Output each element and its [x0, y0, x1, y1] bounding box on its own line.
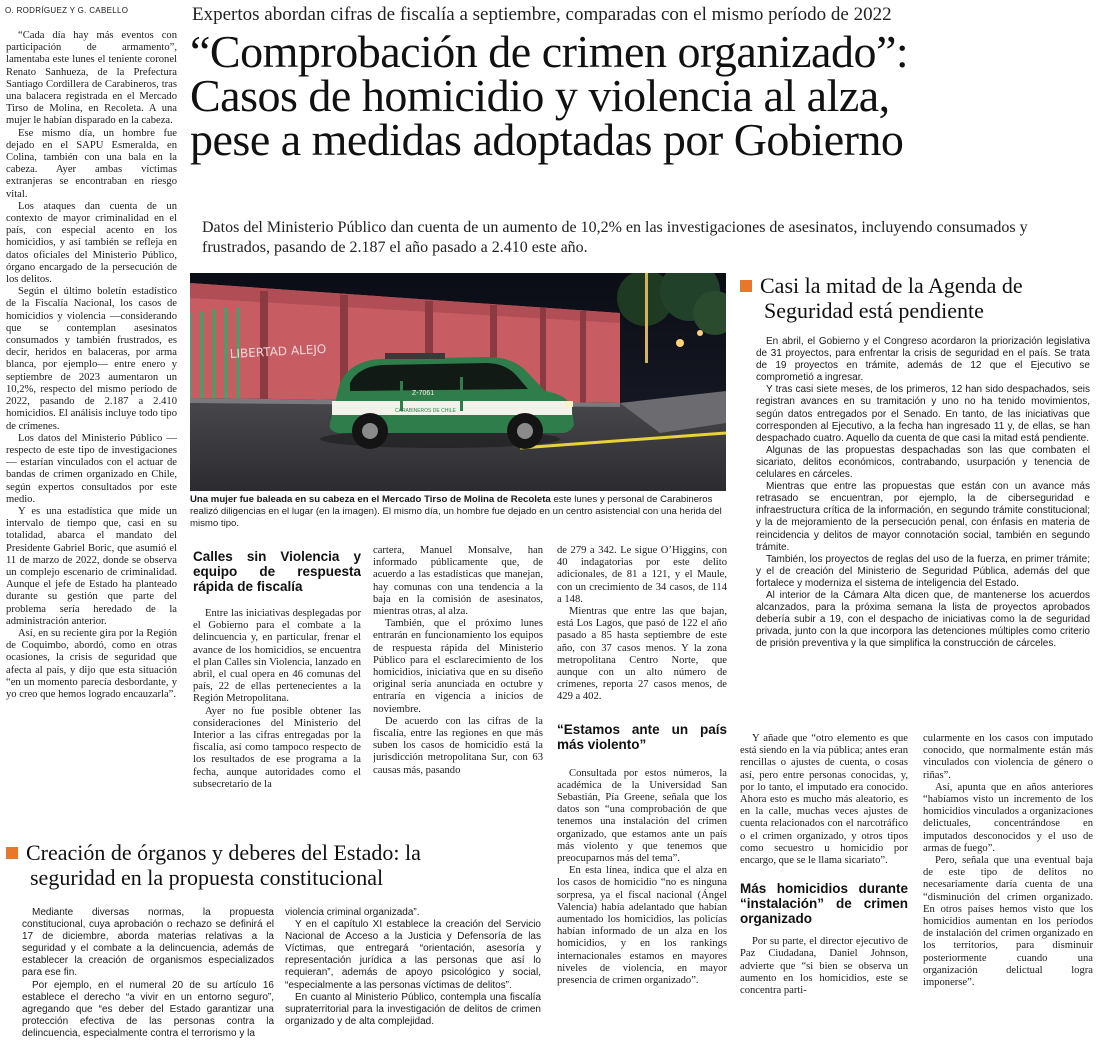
column-6 — [923, 733, 1093, 1041]
left-paragraph: “Cada día hay más eventos con participación de armamento”, lamentaba este lunes el teniente coronel Renato Sanhueza, de la Prefectura Santiago Cordillera de Carabineros, tras una balacera registrada en el Mercado Tirso de Molina, en Recoleta. A una mujer le habían disparado en la cabeza. — [6, 30, 177, 127]
agenda-paragraph: Al interior de la Cámara Alta dicen que, de mantenerse los acuerdos alcanzados, para la próxima semana la lista de proyectos aprobados debería subir a 19, con el despacho de iniciativas como la de seguridad privada, junto con la que incorpora las detenciones múltiples como criterio de prisión preventiva y la que simplifica la construcción de cárceles. — [756, 589, 1090, 650]
col3-paragraph: También, que el próximo lunes entrarán en funcionamiento los equipos de respuesta rápida del Ministerio Público para el esclarecimiento de los homicidios, iniciativa que en su diseño original sería anunciada en octubre y entraría en vigencia a inicios de noviembre. — [373, 618, 543, 715]
caption-rest: este lunes y personal de Carabineros realizó diligencias en el lugar (en la imagen). El mismo día, un hombre fue dejado en un centro asistencial con una herida del mismo tipo. — [190, 494, 722, 529]
standfirst: Datos del Ministerio Público dan cuenta de un aumento de 10,2% en las investigaciones de asesinatos, incluyendo consumados y frustrados, pasando de 2.187 el año pasado a 2.410 este año. — [202, 219, 1028, 256]
column-2 — [193, 549, 361, 819]
byline: O. RODRÍGUEZ Y G. CABELLO — [5, 6, 129, 15]
agenda-paragraph: Y tras casi siete meses, de los primeros, 12 han sido despachados, seis registran avances en su tramitación y uno no ha tenido movimientos, según datos entregados por el Senado. En tanto, de las iniciativas que corresponden al Ejecutivo, a la fecha han ingresado 11 y, de ellas, se han despachado cuatro. Aquello da cuenta de que casi la mitad está pendiente. — [756, 384, 1090, 444]
car-text: CARABINEROS DE CHILE — [395, 408, 456, 414]
constitucion-paragraph: violencia criminal organizada”. — [285, 907, 420, 918]
agenda-paragraph: Algunas de las propuestas despachadas son las que combaten el sicariato, delitos económicos, contrabando, usurpación y tenencia de celulares en cárceles. — [756, 444, 1090, 481]
agenda-paragraph: En abril, el Gobierno y el Congreso acordaron la priorización legislativa de 31 proyectos, para enfrentar la crisis de seguridad en el país. Se trata de 19 proyectos en trámite, además de 12 que el Ejecutivo se comprometió a ingresar. — [756, 336, 1090, 384]
agenda-box-body — [756, 336, 1090, 708]
col5-paragraph: Y añade que “otro elemento es que está siendo en la vía pública; antes eran rencillas o ajustes de cuenta, o cosas así, pero entre personas conocidas, y, por lo tanto, el imputado era conocido. Ahora esto es mucho más aleatorio, es en la calle, muchas veces ajustes de cuenta relacionados con el narcotráfico o el crimen organizado, y otros tipos como secuestro u homicidio por encargo, que se le llama sicariato”. — [740, 733, 908, 867]
headline-line-1: “Comprobación de crimen organizado”: — [190, 26, 909, 77]
left-paragraph: Ese mismo día, un hombre fue dejado en el SAPU Esmeralda, en Colina, también con una bala en la cabeza. Ayer ambas víctimas extranjeras se encontraban en riesgo vital. — [6, 127, 177, 200]
caption-lead: Una mujer fue baleada en su cabeza en el Mercado Tirso de Molina de Recoleta — [190, 494, 551, 505]
agenda-title-line-1: Casi la mitad de la Agenda de — [740, 273, 1090, 298]
subhead-calles: Calles sin Violencia y equipo de respuesta rápida de fiscalía — [193, 549, 361, 594]
left-paragraph: Así, en su reciente gira por la Región de Coquimbo, abordó, como en otras ocasiones, la crisis de seguridad que afecta al país, y dijo que esta situación “en un momento parecía desbordante, y yo creo que hemos logrado encauzarla”. — [6, 627, 177, 700]
col4-paragraph: de 279 a 342. Le sigue O’Higgins, con 40 indagatorias por este delito adicionales, de 81 a 121, y el Maule, con un crecimiento de 34 casos, de 114 a 148. — [557, 545, 727, 605]
constitucion-title-line-2: seguridad en la propuesta constitucional — [30, 865, 384, 890]
constitucion-paragraph: Mediante diversas normas, la propuesta constitucional, cuya aprobación o rechazo se definirá el 17 de diciembre, aborda materias relativas a la seguridad y el combate a la delincuencia, además de establecer la creación de organismos especializados para ese fin. — [22, 907, 274, 979]
orange-square-icon — [740, 280, 752, 292]
agenda-title-line-2: Seguridad está pendiente — [764, 298, 984, 323]
left-paragraph: Los datos del Ministerio Público —respecto de este tipo de investigaciones— estarían vinculados con el actuar de bandas de crimen organizado en Chile, según expertos consultados por este medio. — [6, 432, 177, 505]
headline-line-3: pese a medidas adoptadas por Gobierno — [190, 114, 904, 165]
col4-paragraph: En esta línea, indica que el alza en los casos de homicidio “no es ninguna sorpresa, ya el fiscal nacional (Ángel Valencia) había adelantado que habían aumentado los homicidios, las policías habían informado de un alza en los homicidios, y en los rankings internacionales estamos en mayores niveles de violencia, en mayor presencia de crimen organizado”. — [557, 865, 727, 987]
subhead-mas-homicidios: Más homicidios durante “instalación” de crimen organizado — [740, 881, 908, 927]
orange-square-icon — [6, 847, 18, 859]
photo-caption — [190, 494, 726, 530]
headline — [190, 26, 1095, 165]
left-column — [6, 30, 177, 820]
col2-paragraph: Entre las iniciativas desplegadas por el Gobierno para el combate a la delincuencia y, en particular, frenar el avance de los homicidios, se encuentra el plan Calles sin Violencia, lanzado en abril, el cual opera en 46 comunas del país, 22 de ellas pertenecientes a la Región Metropolitana. — [193, 608, 361, 705]
car-number: Z-7061 — [412, 390, 435, 397]
kicker: Expertos abordan cifras de fiscalía a septiembre, comparadas con el mismo período de 2022 — [192, 4, 892, 25]
agenda-box-title — [740, 273, 1090, 323]
constitucion-paragraph: En cuanto al Ministerio Público, contempla una fiscalía supraterritorial para la investigación de delitos de crimen organizado y de alta complejidad. — [285, 991, 541, 1027]
left-paragraph: Y es una estadística que mide un intervalo de tiempo que, casi en su totalidad, abarca el mandato del Presidente Gabriel Boric, que asumió el 11 de marzo de 2022, donde se observa un complejo escenario de criminalidad. Aunque el jefe de Estado ha planteado durante su gestión que parte del problema sería heredado de la administración anterior. — [6, 505, 177, 627]
subhead-pais-violento: “Estamos ante un país más violento” — [557, 721, 727, 752]
constitucion-col-b — [285, 907, 541, 1041]
constitucion-title-line-1: Creación de órganos y deberes del Estado: la — [6, 840, 546, 865]
agenda-paragraph: También, los proyectos de reglas del uso de la fuerza, en primer trámite; y el de creación del Ministerio de Seguridad Pública, además del que fortalece y moderniza el sistema de inteligencia del Estado. — [756, 553, 1090, 589]
column-5 — [740, 733, 908, 1041]
headline-line-2: Casos de homicidio y violencia al alza, — [190, 70, 890, 121]
col4-paragraph: Consultada por estos números, la académica de la Universidad San Sebastián, Pía Greene, señala que los datos son “una comprobación de que tenemos una instalación del crimen organizado, que estamos ante un país más violento y que tenemos que preocuparnos más del tema”. — [557, 767, 727, 865]
constitucion-paragraph: Y en el capítulo XI establece la creación del Servicio Nacional de Acceso a la Justicia y Defensoría de las Víctimas, que entregará “orientación, asesoría y representación jurídica a las personas que así lo requieran”, además de apoyo psicológico y social, “especialmente a las personas víctimas de delitos”. — [285, 919, 541, 991]
col6-paragraph: Pero, señala que una eventual baja de este tipo de delitos no necesariamente daría cuenta de una “disminución del crimen organizado. En otros países hemos visto que los homicidios aumentan en los períodos de instalación del crimen organizado en los territorios, para disminuir posteriormente cuando una organización delictual logra imponerse”. — [923, 855, 1093, 989]
col3-paragraph: cartera, Manuel Monsalve, han informado públicamente que, de acuerdo a las estadísticas que manejan, hay comunas con una tendencia a la baja en la comisión de asesinatos, mientras otras, al alza. — [373, 545, 543, 618]
graffiti-text: LIBERTAD ALEJO — [229, 341, 327, 361]
constitucion-box-title — [6, 840, 546, 890]
constitucion-paragraph: Por ejemplo, en el numeral 20 de su artículo 16 establece el derecho “a vivir en un entorno seguro”, agregando que “es deber del Estado garantizar una protección efectiva de las personas contra la delincuencia, especialmente contra el terrorismo y la — [22, 979, 274, 1039]
col6-paragraph: cularmente en los casos con imputado conocido, que normalmente están más vinculados con violencia de género o riñas”. — [923, 733, 1093, 781]
col6-paragraph: Así, apunta que en años anteriores “habíamos visto un incremento de los homicidios vinculados a organizaciones delictuales, concentrándose en imputados desconocidos y el uso de armas de fuego”. — [923, 781, 1093, 854]
col2-paragraph: Ayer no fue posible obtener las consideraciones del Ministerio del Interior a las cifras entregadas por la fiscalía, así como tampoco respecto de los resultados de ese programa a la fecha, aunque autoridades como el subsecretario de la — [193, 705, 361, 790]
column-4 — [557, 545, 727, 1041]
photo-scene — [190, 273, 726, 491]
col5-paragraph: Por su parte, el director ejecutivo de Paz Ciudadana, Daniel Johnson, advierte que “si bien se observa un aumento en los homicidios, este se concentra parti- — [740, 936, 908, 997]
col3-paragraph: De acuerdo con las cifras de la fiscalía, entre las regiones en que más suben los casos de homicidio está la jurisdicción metropolitana Sur, con 63 causas más, pasando — [373, 715, 543, 776]
constitucion-col-a — [22, 907, 274, 1041]
col4-paragraph: Mientras que entre las que bajan, está Los Lagos, que pasó de 122 el año pasado a 85 hasta septiembre de este año, con 37 casos menos. Y la zona metropolitana Centro Norte, que aunque con un alto número de crímenes, reporta 27 casos menos, de 429 a 402. — [557, 606, 727, 703]
agenda-paragraph: Mientras que entre las propuestas que están con un avance más retrasado se encuentran, por ejemplo, la de ciberseguridad e infraestructura crítica de la información, en segundo trámite constitucional; y la de mejoramiento de la persecución penal, con énfasis en materia de reincidencia y delitos de mayor connotación social, también en segundo trámite. — [756, 481, 1090, 553]
news-photo — [190, 273, 726, 491]
left-paragraph: Los ataques dan cuenta de un contexto de mayor criminalidad en el país, con especial acento en los homicidios, y así también se refleja en datos oficiales del Ministerio Público, órgano encargado de la persecución de los delitos. — [6, 200, 177, 286]
column-3 — [373, 545, 543, 817]
left-paragraph: Según el último boletín estadístico de la Fiscalía Nacional, los casos de homicidios y violencia —considerando que se contemplan asesinatos consumados y también frustrados, es decir, heridos en balaceras, por arma blanca, por ejemplo— entre enero y septiembre de 2023 aumentaron un 10,2%, respecto del mismo período de 2022, pasando de 2.187 a 2.410 homicidios. El análisis incluye todo tipo de crímenes. — [6, 286, 177, 432]
